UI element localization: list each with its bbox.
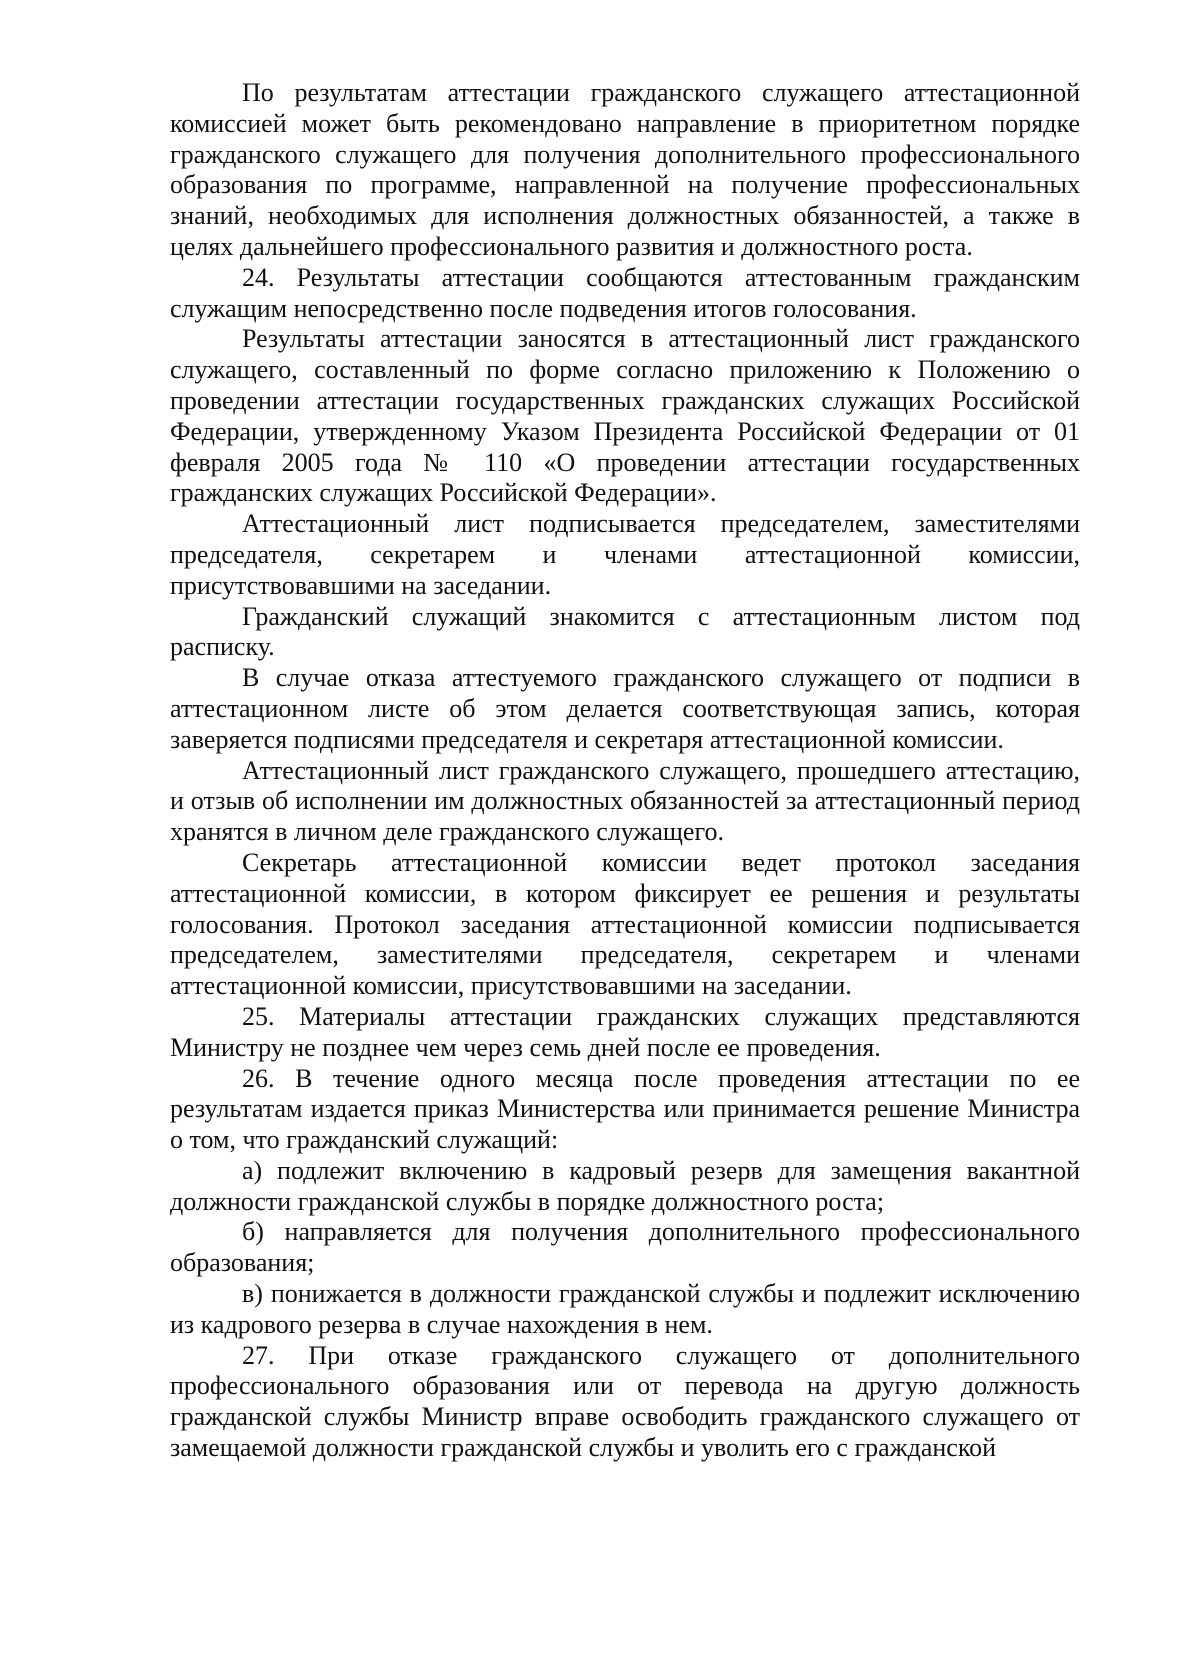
paragraph-25: 25. Материалы аттестации гражданских служащих представляются Министру не позднее чем через семь дней после ее проведения. <box>170 1001 1080 1062</box>
paragraph-recommendation: По результатам аттестации гражданского служащего аттестационной комиссией может быть рекомендовано направление в приоритетном порядке гражданского служащего для получения дополнительного профессионального образования по программе, направленной на получение профессиональных знаний, необходимых для исполнения должностных обязанностей, а также в целях дальнейшего профессионального развития и должностного роста. <box>170 78 1080 261</box>
paragraph-24: 24. Результаты аттестации сообщаются аттестованным гражданским служащим непосредственно после подведения итогов голосования. <box>170 262 1080 323</box>
paragraph-26: 26. В течение одного месяца после проведения аттестации по ее результатам издается приказ Министерства или принимается решение Министра о том, что гражданский служащий: <box>170 1063 1080 1155</box>
paragraph-personal-file: Аттестационный лист гражданского служащего, прошедшего аттестацию, и отзыв об исполнении им должностных обязанностей за аттестационный период хранятся в личном деле гражданского служащего. <box>170 755 1080 847</box>
paragraph-attestation-sheet-entry: Результаты аттестации заносятся в аттестационный лист гражданского служащего, составленный по форме согласно приложению к Положению о проведении аттестации государственных гражданских служащих Российской Федерации, утвержденному Указом Президента Российской Федерации от 01 февраля 2005 года № 110 «О проведении аттестации государственных гражданских служащих Российской Федерации». <box>170 324 1080 508</box>
paragraph-protocol: Секретарь аттестационной комиссии ведет протокол заседания аттестационной комиссии, в котором фиксирует ее решения и результаты голосования. Протокол заседания аттестационной комиссии подписывается председателем, заместителями председателя, секретарем и членами аттестационной комиссии, присутствовавшими на заседании. <box>170 847 1080 1001</box>
paragraph-27: 27. При отказе гражданского служащего от дополнительного профессионального образования или от перевода на другую должность гражданской службы Министр вправе освободить гражданского служащего от замещаемой должности гражданской службы и уволить его с гражданской <box>170 1340 1080 1463</box>
paragraph-refusal-to-sign: В случае отказа аттестуемого гражданского служащего от подписи в аттестационном листе об этом делается соответствующая запись, которая заверяется подписями председателя и секретаря аттестационной комиссии. <box>170 663 1080 754</box>
paragraph-familiarization: Гражданский служащий знакомится с аттестационным листом под расписку. <box>170 601 1080 662</box>
paragraph-sheet-signing: Аттестационный лист подписывается председателем, заместителями председателя, секретарем и членами аттестационной комиссии, присутствовавшими на заседании. <box>170 509 1080 600</box>
paragraph-26-a: а) подлежит включению в кадровый резерв для замещения вакантной должности гражданской службы в порядке должностного роста; <box>170 1155 1080 1216</box>
paragraph-26-v: в) понижается в должности гражданской службы и подлежит исключению из кадрового резерва в случае нахождения в нем. <box>170 1279 1080 1339</box>
document-body <box>170 78 1080 1464</box>
paragraph-26-b: б) направляется для получения дополнительного профессионального образования; <box>170 1217 1080 1278</box>
